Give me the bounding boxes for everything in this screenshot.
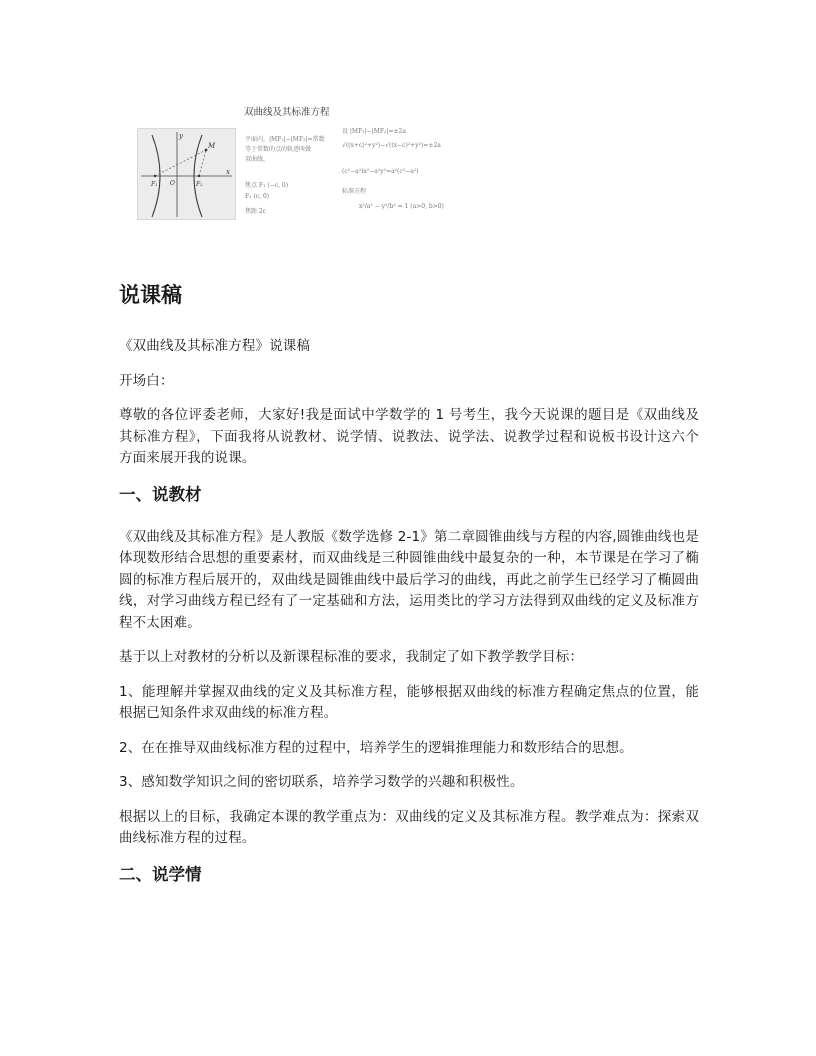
label-f1: F₁	[151, 181, 158, 188]
point-f1	[154, 175, 156, 177]
figure-left-line: 焦点 F₁ (−c, 0)	[245, 182, 289, 189]
figure-left-line: 双曲线。	[245, 156, 270, 163]
paragraph-opening: 开场白：	[119, 372, 174, 389]
label-x: x	[226, 168, 230, 176]
paragraph-goals-intro: 基于以上对教材的分析以及新课程标准的要求，我制定了如下教学教学目标：	[119, 649, 584, 665]
label-m: M	[208, 142, 216, 150]
figure-left-line: 平面内，|MF₁|−|MF₂|=常数	[245, 136, 325, 143]
f2-m-line	[199, 150, 206, 176]
figure-left-line: 等于常数的点的轨迹叫做	[245, 146, 312, 153]
label-y: y	[179, 132, 183, 140]
hyperbola-graph	[137, 128, 236, 220]
label-o: O	[170, 180, 175, 187]
hyperbola-graph-svg	[138, 129, 235, 219]
paragraph-goal-2: 2、在在推导双曲线标准方程的过程中，培养学生的逻辑推理能力和数形结合的思想。	[119, 739, 633, 756]
paragraph-key-points: 根据以上的目标，我确定本课的教学重点为：双曲线的定义及其标准方程。教学难点为：探索双曲线标准方程的过程。	[119, 808, 699, 846]
figure-right-line: (c²−a²)x²−a²y²=a²(c²−a²)	[342, 168, 419, 175]
page-title: 说课稿	[119, 283, 182, 307]
paragraph-goal-1: 1、能理解并掌握双曲线的定义及其标准方程，能够根据双曲线的标准方程确定焦点的位置，能根据已知条件求双曲线的标准方程。	[119, 683, 699, 721]
paragraph-intro: 尊敬的各位评委老师，大家好!我是面试中学数学的 1 号考生，我今天说课的题目是《双曲线及其标准方程》，下面我将从说教材、说学情、说教法、说学法、说教学过程和说板书设计这六个方面来展开我的说课。	[119, 407, 699, 466]
hyperbola-figure	[137, 100, 482, 220]
figure-right-line: √((x+c)²+y²)−√((x−c)²+y²)=±2a	[342, 142, 441, 149]
point-m	[205, 149, 208, 152]
figure-left-line: F₂ (c, 0)	[245, 193, 270, 200]
figure-right-line: x²/a² − y²/b² = 1 (a>0, b>0)	[359, 203, 444, 210]
f1-m-line	[155, 150, 206, 176]
section-heading-textbook: 一、说教材	[119, 484, 202, 504]
paragraph-doc-title: 《双曲线及其标准方程》说课稿	[119, 338, 311, 354]
figure-title: 双曲线及其标准方程	[244, 107, 330, 118]
figure-right-line: 设 |MF₁|−|MF₂|=±2a	[342, 128, 406, 135]
label-f2: F₂	[196, 181, 203, 188]
section-heading-students: 二、说学情	[119, 864, 202, 884]
point-f2	[198, 175, 200, 177]
paragraph-goal-3: 3、感知数学知识之间的密切联系，培养学习数学的兴趣和积极性。	[119, 774, 524, 790]
figure-left-line: 焦距 2c	[245, 208, 267, 215]
figure-right-line: 标准方程	[342, 188, 367, 195]
document-content	[119, 280, 699, 907]
paragraph-textbook: 《双曲线及其标准方程》是人教版《数学选修 2-1》第二章圆锥曲线与方程的内容,圆锥曲线也是体现数形结合思想的重要素材，而双曲线是三种圆锥曲线中最复杂的一种，本节课是在学习了椭圆的标准方程后展开的，双曲线是圆锥曲线中最后学习的曲线，再此之前学生已经学习了椭圆曲线，对学习曲线方程已经有了一定基础和方法，运用类比的学习方法得到双曲线的定义及标准方程不太困难。	[119, 528, 699, 631]
